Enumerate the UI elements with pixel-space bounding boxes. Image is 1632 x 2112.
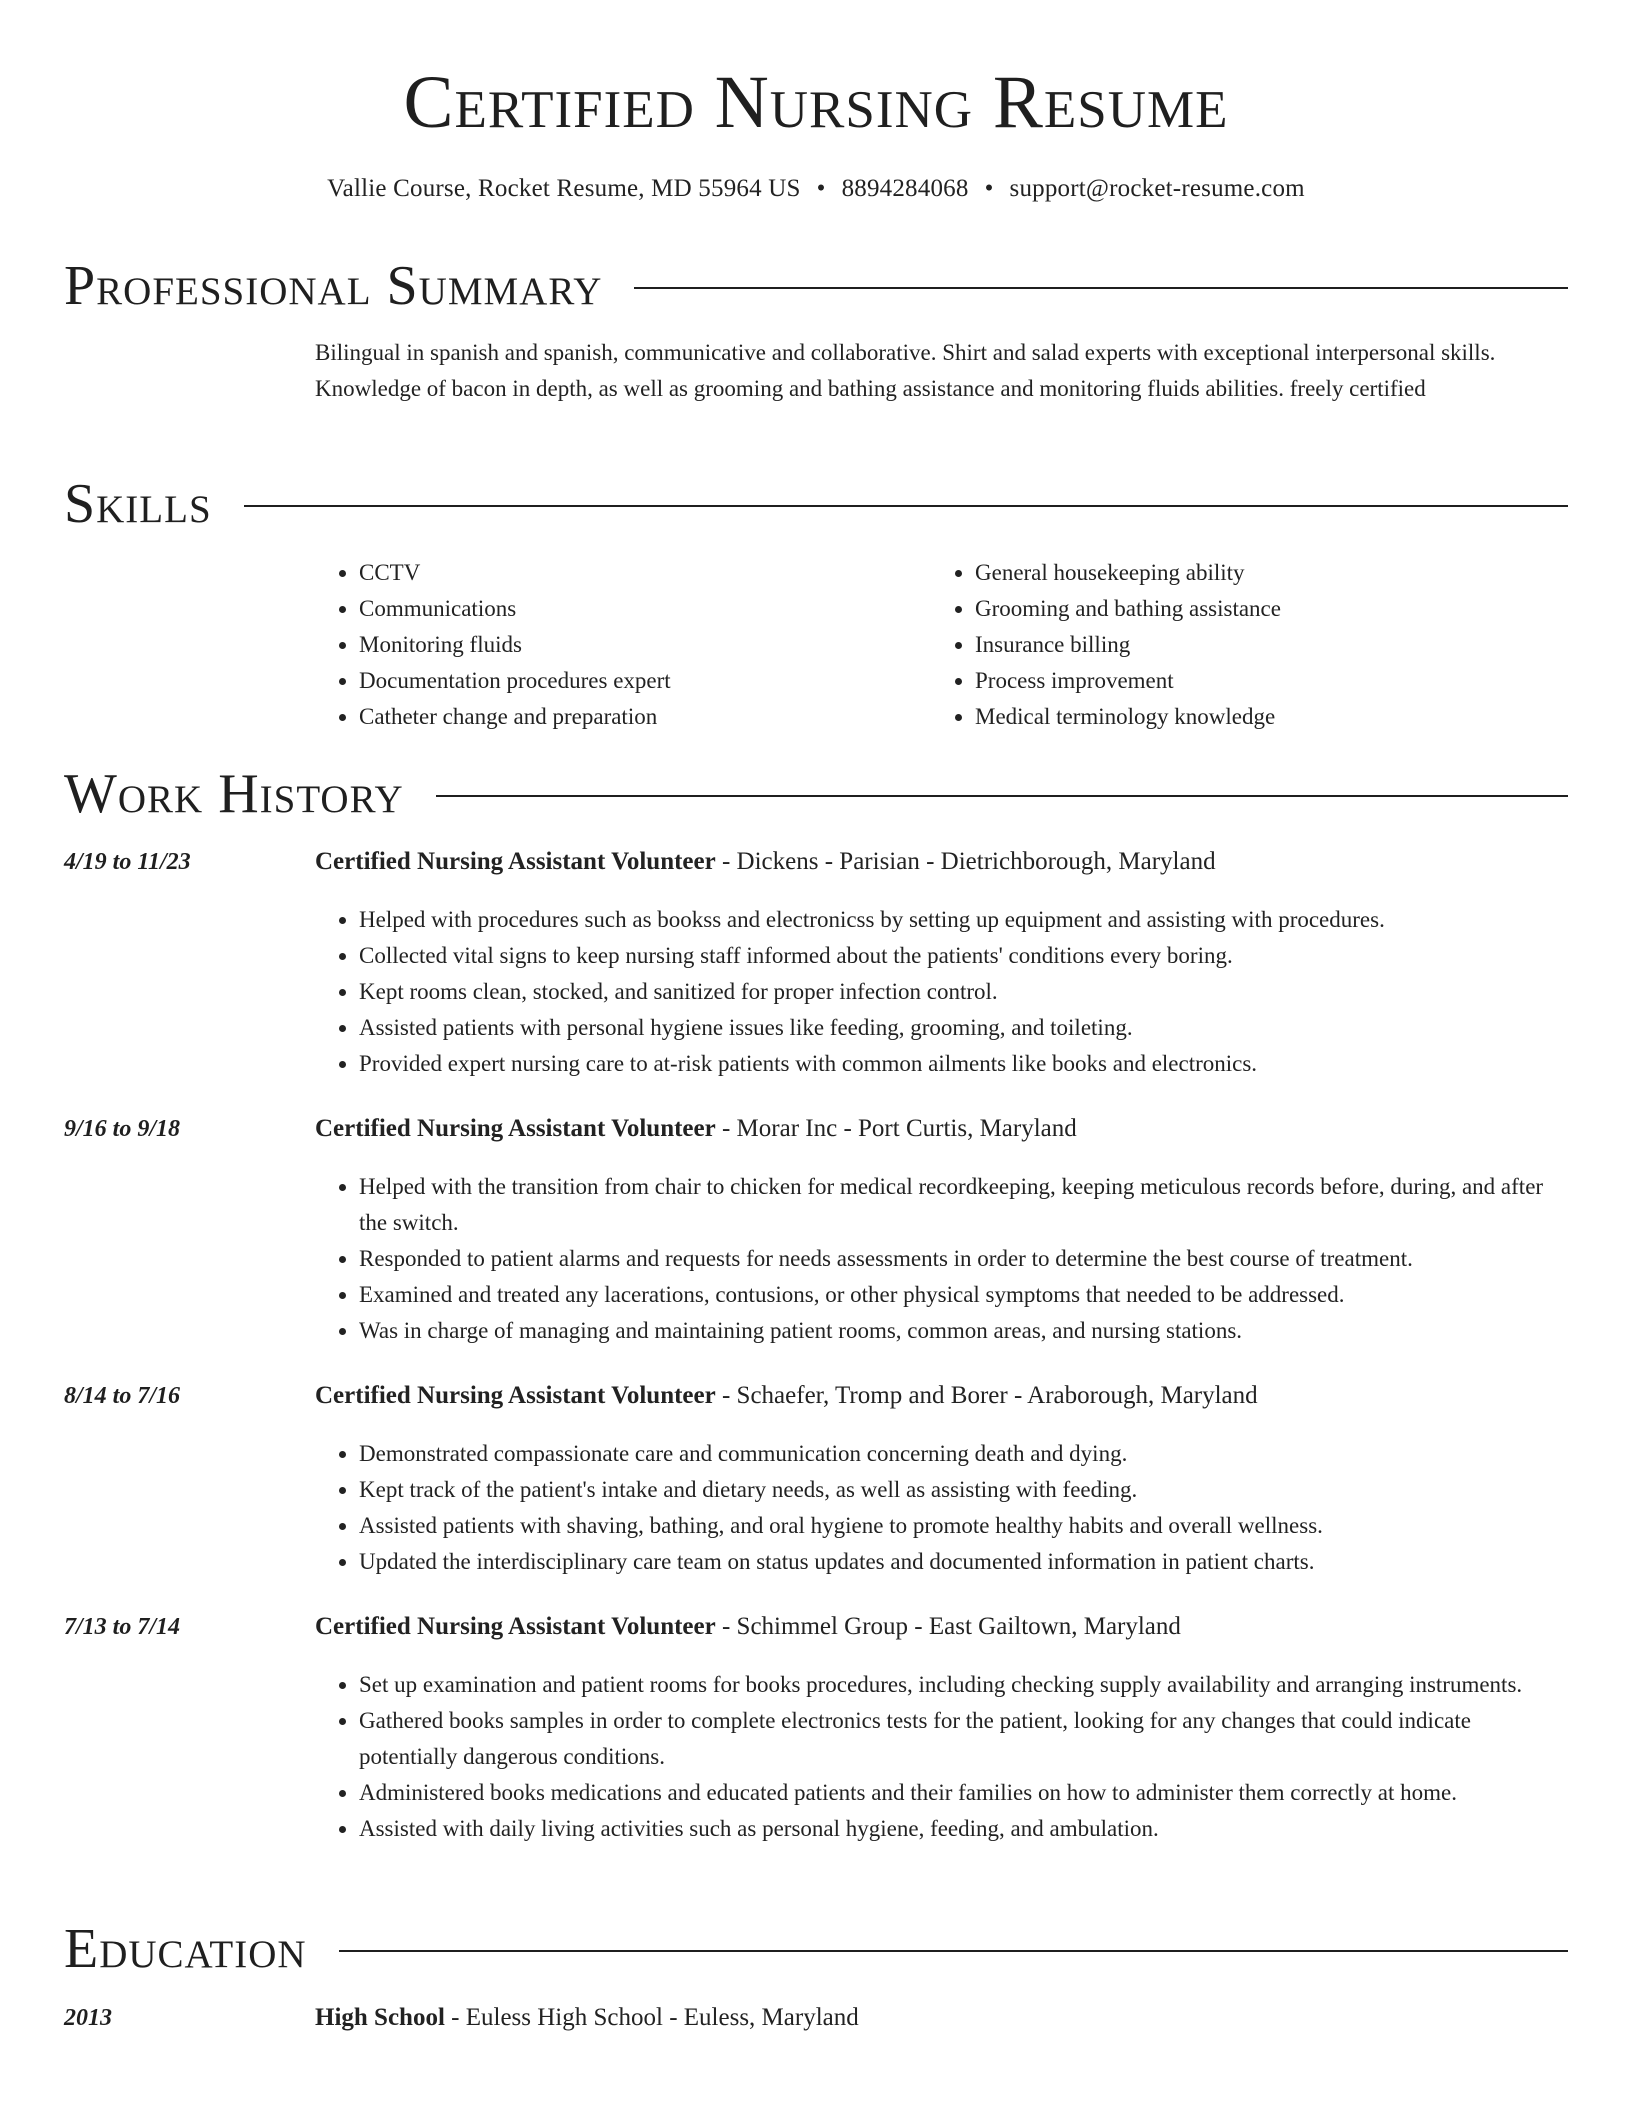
job-title-line xyxy=(315,1115,1568,1143)
education-school: Euless High School - Euless, Maryland xyxy=(465,2004,859,2031)
job-employer: Schimmel Group - East Gailtown, Maryland xyxy=(736,1613,1181,1640)
section-divider xyxy=(339,1950,1568,1952)
contact-line xyxy=(0,175,1632,203)
work-heading: Work History xyxy=(64,763,404,825)
skill-item: • CCTV xyxy=(359,555,875,591)
contact-address: Vallie Course, Rocket Resume, MD 55964 US xyxy=(327,175,801,202)
skill-item: • Communications xyxy=(359,591,875,627)
job-bullets xyxy=(315,902,1568,1082)
job-bullet: • Assisted with daily living activities such as personal hygiene, feeding, and ambulation. xyxy=(359,1811,1568,1847)
job-bullet: • Demonstrated compassionate care and communication concerning death and dying. xyxy=(359,1436,1568,1472)
skill-item: • Grooming and bathing assistance xyxy=(975,591,1491,627)
resume-title: Certified Nursing Resume xyxy=(403,61,1229,144)
contact-separator: • xyxy=(816,175,826,202)
job-bullet: • Updated the interdisciplinary care team on status updates and documented information in patient charts. xyxy=(359,1544,1568,1580)
section-divider xyxy=(634,287,1568,289)
job-bullet: • Set up examination and patient rooms for books procedures, including checking supply availability and arranging instruments. xyxy=(359,1667,1568,1703)
job-dash: - xyxy=(715,848,737,875)
education-year: 2013 xyxy=(64,2005,112,2031)
job-title-line xyxy=(315,848,1568,876)
education-heading: Education xyxy=(64,1918,307,1980)
job-title: Certified Nursing Assistant Volunteer xyxy=(315,1382,716,1409)
job-bullets xyxy=(315,1169,1568,1349)
summary-section-header xyxy=(64,255,1568,317)
skill-item: • Monitoring fluids xyxy=(359,627,875,663)
job-dates: 9/16 to 9/18 xyxy=(64,1116,181,1142)
job-dates: 8/14 to 7/16 xyxy=(64,1383,181,1409)
section-divider xyxy=(244,505,1568,507)
job-bullet: • Responded to patient alarms and requests for needs assessments in order to determine the best course of treatment. xyxy=(359,1241,1568,1277)
job-title: Certified Nursing Assistant Volunteer xyxy=(315,848,716,875)
job-bullet: • Examined and treated any lacerations, contusions, or other physical symptoms that needed to be addressed. xyxy=(359,1277,1568,1313)
job-dates: 7/13 to 7/14 xyxy=(64,1614,181,1640)
job-employer: Morar Inc - Port Curtis, Maryland xyxy=(736,1115,1077,1142)
education-degree: High School xyxy=(315,2004,445,2031)
skill-item: • Medical terminology knowledge xyxy=(975,699,1491,735)
job-dates: 4/19 to 11/23 xyxy=(64,849,191,875)
job-bullet: • Provided expert nursing care to at-risk patients with common ailments like books and electronics. xyxy=(359,1046,1568,1082)
section-divider xyxy=(436,795,1568,797)
skills-right-column xyxy=(931,555,1491,735)
skill-item: • Process improvement xyxy=(975,663,1491,699)
job-bullet: • Helped with the transition from chair to chicken for medical recordkeeping, keeping meticulous records before, during, and after the switch. xyxy=(359,1169,1568,1241)
job-bullet: • Kept rooms clean, stocked, and sanitized for proper infection control. xyxy=(359,974,1568,1010)
job-bullet: • Was in charge of managing and maintaining patient rooms, common areas, and nursing stations. xyxy=(359,1313,1568,1349)
job-employer: Dickens - Parisian - Dietrichborough, Maryland xyxy=(736,848,1216,875)
job-title: Certified Nursing Assistant Volunteer xyxy=(315,1613,716,1640)
skill-item: • Documentation procedures expert xyxy=(359,663,875,699)
skills-heading: Skills xyxy=(64,473,212,535)
job-dash: - xyxy=(715,1115,737,1142)
job-bullet: • Collected vital signs to keep nursing staff informed about the patients' conditions every boring. xyxy=(359,938,1568,974)
summary-text: Bilingual in spanish and spanish, communicative and collaborative. Shirt and salad experts with exceptional interpersonal skills. Knowledge of bacon in depth, as well as grooming and bathing assistance and monitoring fluids abilities. freely certified xyxy=(315,340,1496,401)
job-dash: - xyxy=(715,1382,737,1409)
job-bullet: • Kept track of the patient's intake and dietary needs, as well as assisting with feeding. xyxy=(359,1472,1568,1508)
contact-separator: • xyxy=(984,175,994,202)
work-section-header xyxy=(64,763,1568,825)
contact-phone: 8894284068 xyxy=(841,175,969,202)
job-title-line xyxy=(315,1382,1568,1410)
education-dash: - xyxy=(444,2004,466,2031)
summary-heading: Professional Summary xyxy=(64,255,603,317)
skill-item: • Catheter change and preparation xyxy=(359,699,875,735)
job-dash: - xyxy=(715,1613,737,1640)
contact-email: support@rocket-resume.com xyxy=(1009,175,1305,202)
skills-left-column xyxy=(315,555,875,735)
education-section-header xyxy=(64,1918,1568,1980)
education-line xyxy=(315,2004,1568,2032)
skill-item: • General housekeeping ability xyxy=(975,555,1491,591)
job-bullet: • Assisted patients with shaving, bathing, and oral hygiene to promote healthy habits and overall wellness. xyxy=(359,1508,1568,1544)
job-bullet: • Assisted patients with personal hygiene issues like feeding, grooming, and toileting. xyxy=(359,1010,1568,1046)
job-title-line xyxy=(315,1613,1568,1641)
job-bullets xyxy=(315,1667,1568,1847)
job-bullets xyxy=(315,1436,1568,1580)
skills-section-header xyxy=(64,473,1568,535)
skill-item: • Insurance billing xyxy=(975,627,1491,663)
job-title: Certified Nursing Assistant Volunteer xyxy=(315,1115,716,1142)
job-bullet: • Administered books medications and educated patients and their families on how to administer them correctly at home. xyxy=(359,1775,1568,1811)
job-bullet: • Gathered books samples in order to complete electronics tests for the patient, looking for any changes that could indicate potentially dangerous conditions. xyxy=(359,1703,1568,1775)
job-employer: Schaefer, Tromp and Borer - Araborough, Maryland xyxy=(736,1382,1258,1409)
job-bullet: • Helped with procedures such as bookss and electronicss by setting up equipment and assisting with procedures. xyxy=(359,902,1568,938)
